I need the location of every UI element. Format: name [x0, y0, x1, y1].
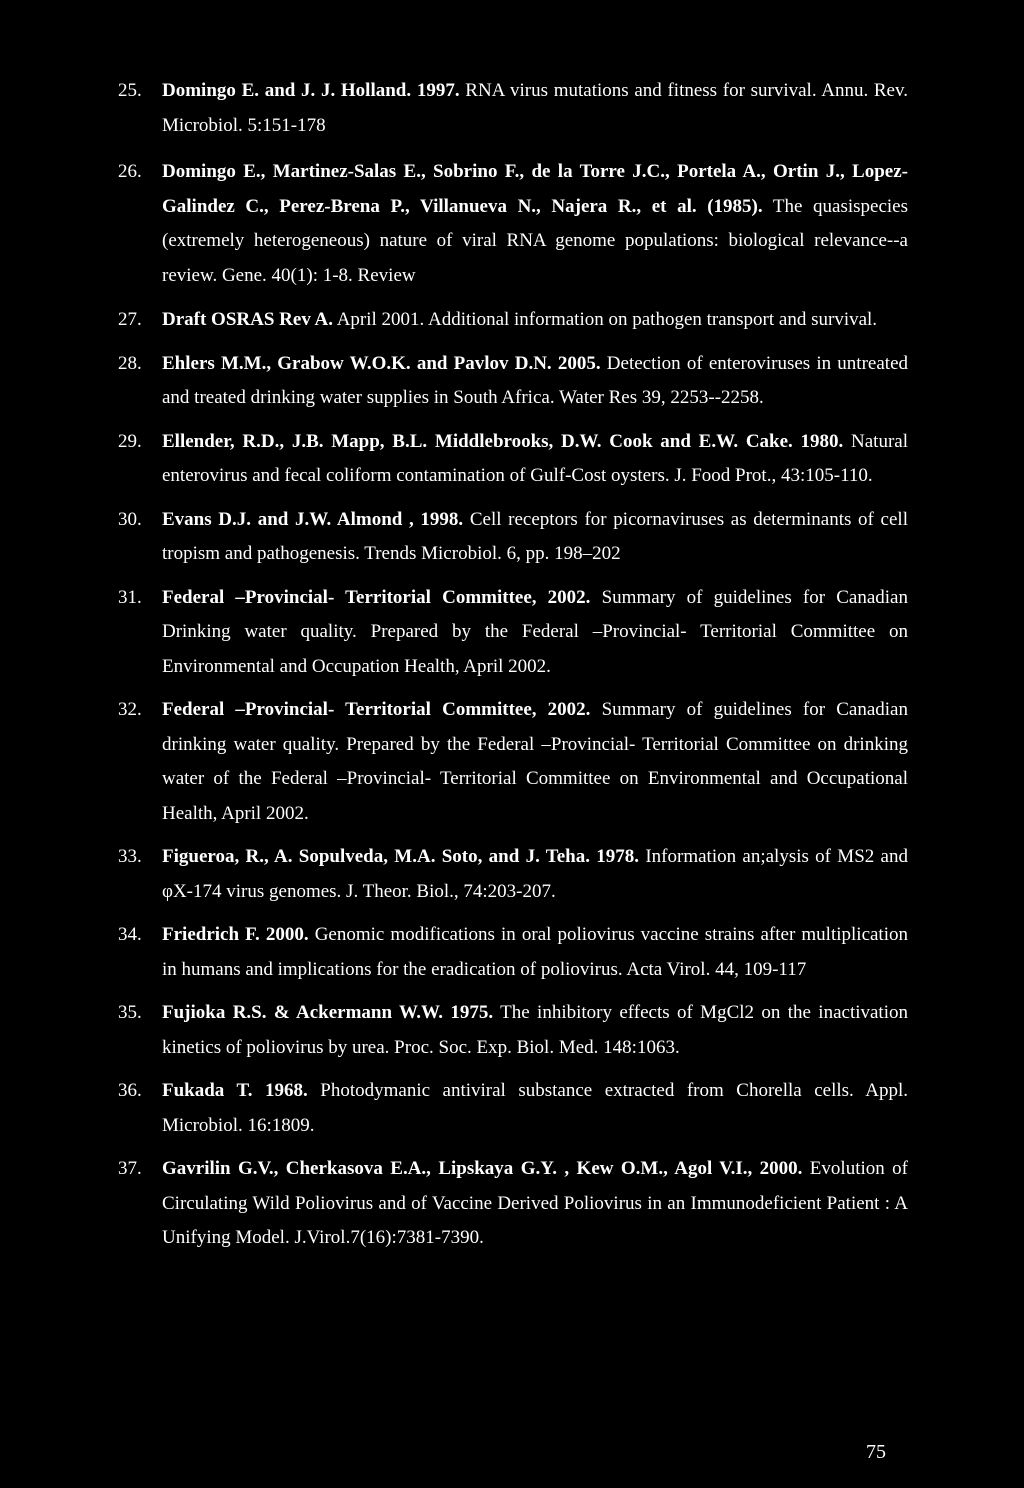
reference-details: Photodymanic antiviral substance extracted from Chorella cells. Appl. Microbiol. 16:1809. [162, 1080, 908, 1136]
reference-number: 26. [118, 161, 142, 182]
reference-number: 28. [118, 352, 142, 374]
reference-28 [118, 347, 908, 416]
reference-authors: Federal –Provincial- Territorial Committee, 2002. [162, 586, 591, 608]
reference-number: 27. [118, 309, 142, 330]
reference-list [118, 74, 908, 1256]
reference-29 [118, 425, 908, 494]
reference-details: Detection of enteroviruses in untreated and treated drinking water supplies in South Africa. Water Res 39, 2253--2258. [162, 352, 908, 408]
reference-authors: Ehlers M.M., Grabow W.O.K. and Pavlov D.N. 2005. [162, 352, 601, 374]
reference-details: April 2001. Additional information on pathogen transport and survival. [333, 309, 878, 330]
reference-details: Summary of guidelines for Canadian drinking water quality. Prepared by the Federal –Provincial- Territorial Committee on drinking water of the Federal –Provincial- Territorial Committee on Environmental and Occupational Health, April 2002. [162, 699, 908, 824]
reference-authors: Domingo E. and J. J. Holland. 1997. [162, 80, 460, 101]
reference-27 [118, 303, 908, 338]
reference-number: 29. [118, 430, 142, 452]
reference-26 [118, 155, 908, 293]
reference-details: Genomic modifications in oral poliovirus vaccine strains after multiplication in humans and implications for the eradication of poliovirus. Acta Virol. 44, 109-117 [162, 924, 908, 980]
reference-32 [118, 693, 908, 831]
reference-details: Evolution of Circulating Wild Poliovirus and of Vaccine Derived Poliovirus in an Immunodeficient Patient : A Unifying Model. J.Virol.7(16):7381-7390. [162, 1158, 908, 1248]
reference-number: 37. [118, 1158, 142, 1179]
reference-authors: Friedrich F. 2000. [162, 924, 309, 945]
reference-authors: Evans D.J. and J.W. Almond , 1998. [162, 508, 464, 530]
reference-number: 34. [118, 924, 142, 945]
reference-34 [118, 918, 908, 987]
page-number: 75 [866, 1441, 886, 1463]
reference-authors: Ellender, R.D., J.B. Mapp, B.L. Middlebrooks, D.W. Cook and E.W. Cake. 1980. [162, 430, 844, 452]
reference-number: 32. [118, 699, 142, 720]
reference-25 [118, 74, 908, 143]
reference-authors: Fukada T. 1968. [162, 1080, 308, 1101]
reference-number: 25. [118, 80, 142, 101]
reference-details: Summary of guidelines for Canadian Drinking water quality. Prepared by the Federal –Provincial- Territorial Committee on Environmental and Occupation Health, April 2002. [162, 586, 908, 677]
reference-number: 30. [118, 508, 142, 530]
reference-details: The inhibitory effects of MgCl2 on the inactivation kinetics of poliovirus by urea. Proc. Soc. Exp. Biol. Med. 148:1063. [162, 1002, 908, 1058]
reference-authors: Fujioka R.S. & Ackermann W.W. 1975. [162, 1002, 494, 1023]
reference-31 [118, 581, 908, 685]
reference-details: Cell receptors for picornaviruses as determinants of cell tropism and pathogenesis. Trends Microbiol. 6, pp. 198–202 [162, 508, 908, 564]
reference-number: 35. [118, 1002, 142, 1023]
reference-authors: Gavrilin G.V., Cherkasova E.A., Lipskaya G.Y. , Kew O.M., Agol V.I., 2000. [162, 1158, 803, 1179]
reference-authors: Draft OSRAS Rev A. [162, 309, 333, 330]
reference-number: 36. [118, 1080, 142, 1101]
reference-details: Natural enterovirus and fecal coliform contamination of Gulf-Cost oysters. J. Food Prot., 43:105-110. [162, 430, 908, 486]
reference-authors: Domingo E., Martinez-Salas E., Sobrino F., de la Torre J.C., Portela A., Ortin J., Lopez-Galindez C., Perez-Brena P., Villanueva N., Najera R., et al. (1985). [162, 161, 908, 217]
reference-36 [118, 1074, 908, 1143]
reference-number: 31. [118, 586, 142, 608]
reference-number: 33. [118, 846, 142, 867]
reference-30 [118, 503, 908, 572]
reference-35 [118, 996, 908, 1065]
reference-authors: Federal –Provincial- Territorial Committee, 2002. [162, 699, 591, 720]
reference-details: RNA virus mutations and fitness for survival. Annu. Rev. Microbiol. 5:151-178 [162, 80, 909, 136]
reference-details: Information an;alysis of MS2 and φX-174 virus genomes. J. Theor. Biol., 74:203-207. [162, 846, 908, 902]
reference-details: The quasispecies (extremely heterogeneous) nature of viral RNA genome populations: biological relevance--a review. Gene. 40(1): 1-8. Review [162, 195, 908, 286]
reference-33 [118, 840, 908, 909]
reference-37 [118, 1152, 908, 1256]
reference-authors: Figueroa, R., A. Sopulveda, M.A. Soto, and J. Teha. 1978. [162, 846, 640, 867]
